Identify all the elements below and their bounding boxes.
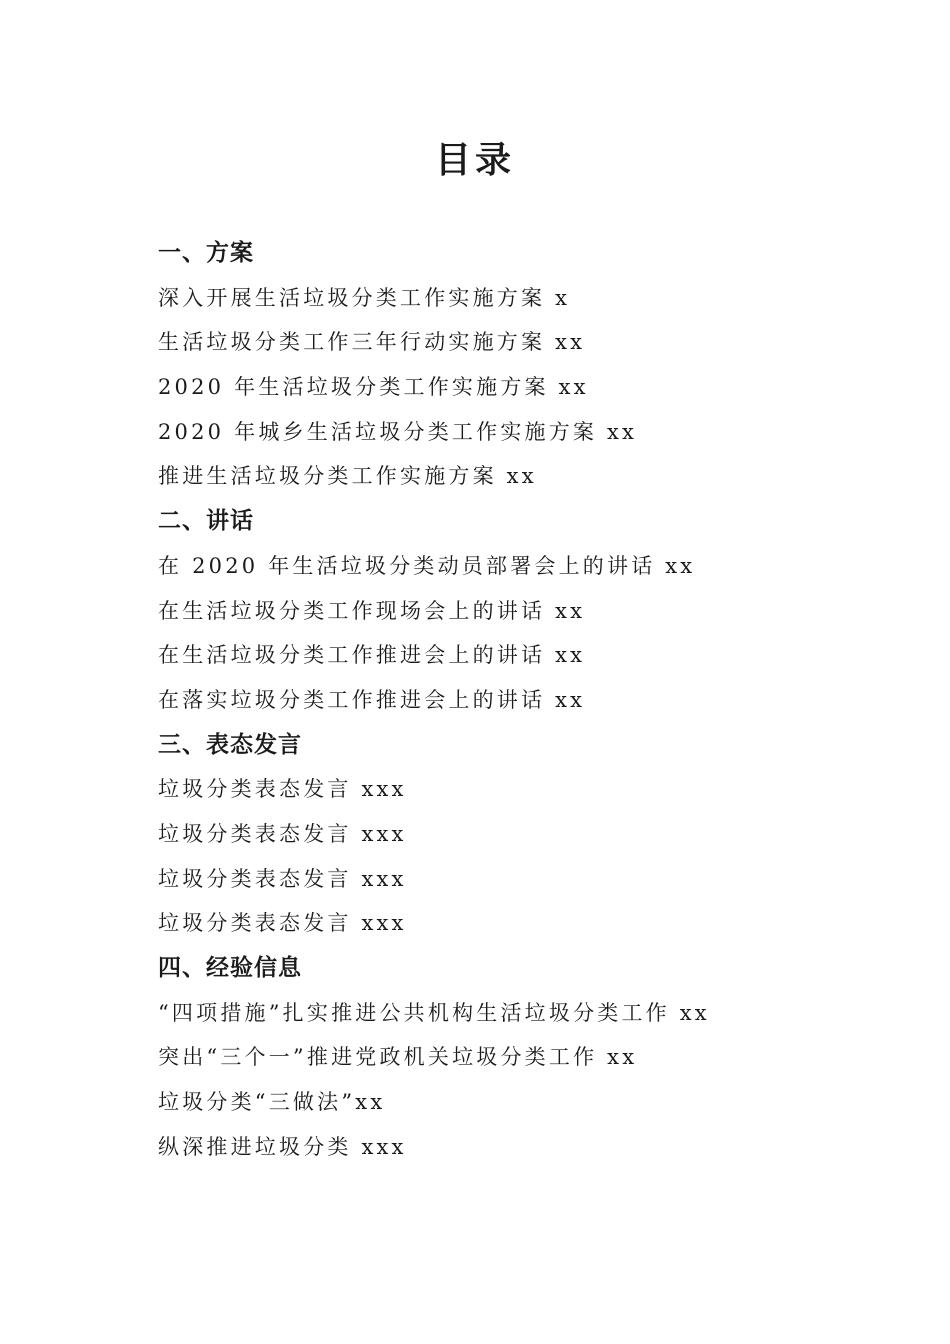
toc-entry: 在生活垃圾分类工作现场会上的讲话 xx <box>158 598 586 623</box>
toc-entry: 在落实垃圾分类工作推进会上的讲话 xx <box>158 687 586 712</box>
toc-entry: 在生活垃圾分类工作推进会上的讲话 xx <box>158 643 586 668</box>
toc-entry: 深入开展生活垃圾分类工作实施方案 x <box>158 285 571 310</box>
toc-entry: 垃圾分类“三做法”xx <box>158 1090 386 1115</box>
toc-entry: 垃圾分类表态发言 xxx <box>158 866 407 891</box>
toc-entry: 在 2020 年生活垃圾分类动员部署会上的讲话 xx <box>158 553 696 578</box>
section-heading: 一、方案 <box>158 240 254 266</box>
toc-entry: 2020 年城乡生活垃圾分类工作实施方案 xx <box>158 419 638 444</box>
toc-entry: 纵深推进垃圾分类 xxx <box>158 1134 407 1159</box>
toc-entry: 2020 年生活垃圾分类工作实施方案 xx <box>158 375 589 400</box>
table-of-contents <box>158 231 918 1169</box>
section-heading: 二、讲话 <box>158 508 254 535</box>
toc-entry: 推进生活垃圾分类工作实施方案 xx <box>158 464 537 489</box>
page-title: 目录 <box>434 139 515 181</box>
toc-entry: 垃圾分类表态发言 xxx <box>158 911 407 936</box>
toc-entry: 生活垃圾分类工作三年行动实施方案 xx <box>158 330 586 355</box>
toc-entry: 垃圾分类表态发言 xxx <box>158 821 407 846</box>
section-heading: 四、经验信息 <box>158 955 302 981</box>
toc-entry: “四项措施”扎实推进公共机构生活垃圾分类工作 xx <box>158 1000 710 1025</box>
toc-entry: 垃圾分类表态发言 xxx <box>158 777 407 802</box>
section-heading: 三、表态发言 <box>158 731 302 758</box>
toc-entry: 突出“三个一”推进党政机关垃圾分类工作 xx <box>158 1045 638 1070</box>
